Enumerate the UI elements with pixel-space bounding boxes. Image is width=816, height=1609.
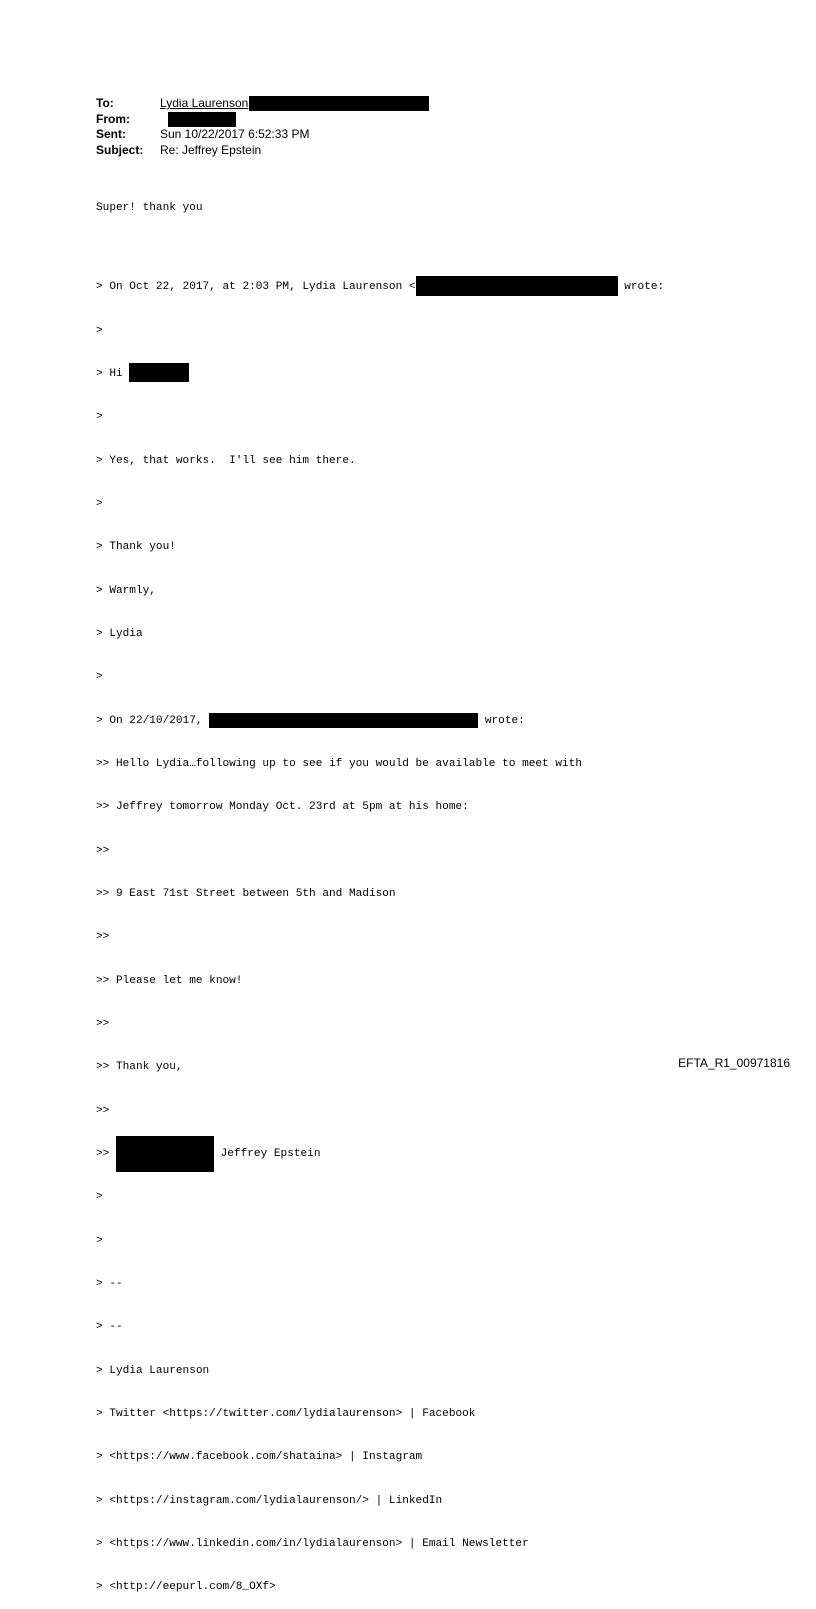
quoted-line: >> bbox=[96, 931, 110, 944]
quoted-line: > bbox=[96, 411, 103, 424]
quoted-line: > Thank you! bbox=[96, 541, 176, 554]
to-value bbox=[160, 96, 429, 112]
quoted-line: > Warmly, bbox=[96, 584, 156, 597]
quoted-line: > Lydia bbox=[96, 627, 143, 640]
from-redaction bbox=[168, 112, 236, 127]
quoted-line: >> Thank you, bbox=[96, 1061, 183, 1074]
subject-value: Re: Jeffrey Epstein bbox=[160, 142, 262, 157]
quoted-line: > <http://eepurl.com/8_OXf> bbox=[96, 1581, 276, 1594]
signature-prefix: >> bbox=[96, 1148, 116, 1161]
quoted-line: > bbox=[96, 324, 103, 337]
quoted-line: > <https://www.facebook.com/shataina> | Instagram bbox=[96, 1451, 423, 1464]
sent-label: Sent: bbox=[96, 127, 126, 141]
name-redaction bbox=[129, 363, 189, 382]
quoted-line: >> bbox=[96, 1104, 110, 1117]
quoted-line bbox=[96, 280, 664, 294]
quoted-line: > bbox=[96, 671, 103, 684]
sent-value: Sun 10/22/2017 6:52:33 PM bbox=[160, 127, 310, 141]
quoted-line: >> Jeffrey tomorrow Monday Oct. 23rd at 5pm at his home: bbox=[96, 801, 469, 814]
email-redaction bbox=[416, 276, 618, 296]
signature-redaction bbox=[116, 1136, 214, 1172]
nested-intro-text: > On 22/10/2017, bbox=[96, 714, 210, 727]
sender-redaction bbox=[209, 713, 478, 728]
quoted-line: > -- bbox=[96, 1321, 123, 1334]
quote-intro-text: > On Oct 22, 2017, at 2:03 PM, Lydia Laurenson < bbox=[96, 281, 416, 294]
quoted-line: > bbox=[96, 497, 103, 510]
quoted-line bbox=[96, 367, 664, 381]
from-value bbox=[168, 112, 236, 128]
quoted-line: >> bbox=[96, 844, 110, 857]
quoted-line bbox=[96, 1147, 664, 1161]
quoted-line: > <https://instagram.com/lydialaurenson/> | LinkedIn bbox=[96, 1494, 443, 1507]
nested-intro-wrote: wrote: bbox=[478, 714, 525, 727]
quoted-line: >> bbox=[96, 1018, 110, 1030]
email-body bbox=[96, 172, 664, 1609]
quoted-line: > Twitter <https://twitter.com/lydialaurenson> | Facebook bbox=[96, 1408, 476, 1421]
document-id: EFTA_R1_00971816 bbox=[678, 1056, 790, 1070]
quoted-line: > <https://www.linkedin.com/in/lydialaurenson> | Email Newsletter bbox=[96, 1538, 529, 1551]
quoted-line bbox=[96, 714, 664, 728]
subject-label: Subject: bbox=[96, 142, 144, 157]
body-opening: Super! thank you bbox=[96, 201, 203, 214]
quoted-line: > bbox=[96, 1234, 103, 1247]
quoted-line: > Lydia Laurenson bbox=[96, 1364, 210, 1377]
to-name: Lydia Laurenson bbox=[160, 96, 249, 110]
quoted-line: > bbox=[96, 1191, 103, 1204]
from-label: From: bbox=[96, 111, 130, 126]
quoted-line: >> Hello Lydia…following up to see if you would be available to meet with bbox=[96, 757, 582, 770]
quote-intro-wrote: wrote: bbox=[617, 281, 665, 294]
greeting-text: > Hi bbox=[96, 367, 130, 380]
quoted-line: > Yes, that works. I'll see him there. bbox=[96, 454, 356, 467]
to-label: To: bbox=[96, 96, 114, 110]
signature-name: Jeffrey Epstein bbox=[213, 1148, 321, 1161]
quoted-line: >> Please let me know! bbox=[96, 974, 243, 987]
quoted-line: >> 9 East 71st Street between 5th and Madison bbox=[96, 887, 396, 900]
to-email-redaction bbox=[249, 96, 429, 111]
quoted-line: > -- bbox=[96, 1278, 123, 1291]
